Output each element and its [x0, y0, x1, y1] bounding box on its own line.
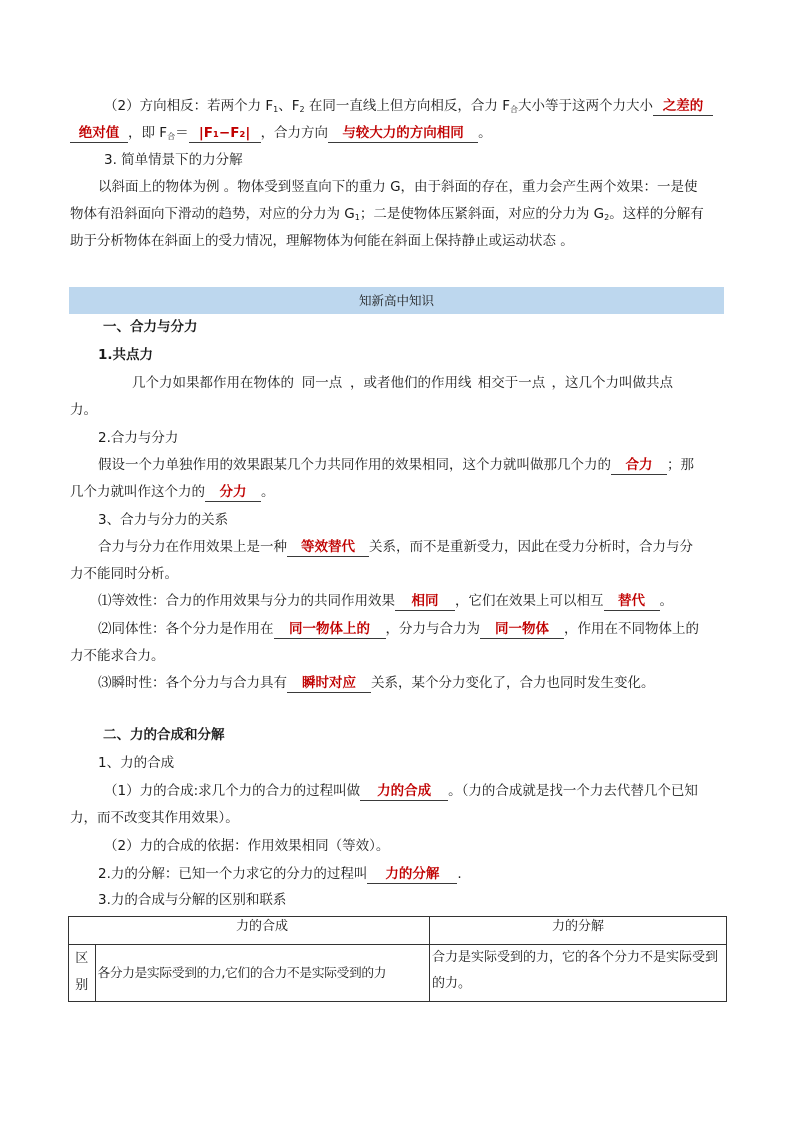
blank-text: 同一点 — [301, 375, 343, 391]
answer-blank: |F₁−F₂| — [189, 125, 261, 143]
text: ；二是使物体压紧斜面，对应的分力为 G — [359, 206, 605, 222]
text: 几个力如果都作用在物体的 — [132, 375, 294, 391]
subsection-coplanar-forces: 1.共点力 — [98, 347, 154, 363]
text: 物体有沿斜面向下滑动的趋势，对应的分力为 G — [70, 206, 355, 222]
subscript: 2 — [299, 105, 305, 114]
text: 在同一直线上但方向相反，合力 F — [304, 98, 510, 114]
cell-composition-difference: 各分力是实际受到的力,它们的合力不是实际受到的力 — [95, 945, 430, 1002]
decomposition-definition — [98, 864, 462, 884]
text: ⑵同体性：各个分力是作用在 — [98, 621, 274, 637]
subscript: 合 — [509, 105, 518, 114]
text: ＝ — [175, 125, 189, 141]
text: 关系，某个分力变化了，合力也同时发生变化。 — [371, 675, 655, 691]
property-same-body-line2: 力不能求合力。 — [70, 648, 165, 664]
text: ，这几个力叫做共点 — [551, 375, 673, 391]
property-equivalence — [98, 591, 673, 611]
s3-paragraph-line1 — [98, 537, 693, 557]
answer-blank: 同一物体 — [480, 621, 564, 639]
property-instantaneity — [98, 673, 655, 693]
text: ⑴等效性：合力的作用效果与分力的共同作用效果 — [98, 593, 395, 609]
answer-blank: 力的合成 — [360, 783, 448, 801]
answer-blank: 力的分解 — [367, 866, 457, 884]
cell-decomposition-difference: 合力是实际受到的力，它的各个分力不是实际受到的力。 — [430, 945, 727, 1002]
property-same-body-line1 — [98, 619, 699, 639]
subscript: 1 — [273, 105, 279, 114]
answer-blank: 瞬时对应 — [287, 675, 371, 693]
text: 假设一个力单独作用的效果跟某几个力共同作用的效果相同，这个力就叫做那几个力的 — [98, 457, 611, 473]
text: ，合力方向 — [260, 125, 329, 141]
subsection-relationship: 3、合力与分力的关系 — [98, 512, 229, 528]
s2-paragraph-line1 — [98, 455, 694, 475]
comparison-table — [68, 916, 727, 1002]
section2-title: 二、力的合成和分解 — [103, 727, 225, 743]
answer-blank: 合力 — [611, 457, 667, 475]
answer-blank: 相同 — [395, 593, 455, 611]
text: 。（力的合成就是找一个力去代替几个已知 — [448, 783, 698, 799]
s3-paragraph-line2: 力不能同时分析。 — [70, 566, 178, 582]
text: ⑶瞬时性：各个分力与合力具有 — [98, 675, 287, 691]
subscript: 1 — [354, 213, 360, 222]
answer-blank: 与较大力的方向相同 — [328, 125, 478, 143]
text: 。 — [659, 593, 673, 609]
text: 关系，而不是重新受力，因此在受力分析时，合力与分 — [369, 539, 693, 555]
text: 2.力的分解：已知一个力求它的分力的过程叫 — [98, 866, 368, 882]
row-label-char: 区 — [75, 951, 89, 966]
text: 。 — [478, 125, 492, 141]
text: ，即 F — [128, 125, 168, 141]
text: 大小等于这两个力大小 — [517, 98, 653, 114]
composition-line2: 力，而不改变其作用效果）。 — [70, 810, 239, 826]
item2-line1 — [104, 96, 713, 120]
section-banner: 知新高中知识 — [69, 287, 724, 314]
text: ，或者他们的作用线 — [350, 375, 472, 391]
answer-blank: 绝对值 — [70, 125, 128, 143]
text: 。 — [261, 484, 275, 500]
text: （2）方向相反：若两个力 F — [104, 98, 274, 114]
blank-text: 相交于一点 — [477, 375, 546, 391]
text: （1）力的合成:求几个力的合力的过程叫做 — [104, 783, 361, 799]
column-header-composition: 力的合成 — [95, 917, 430, 945]
s1-paragraph-line2: 力。 — [70, 402, 97, 418]
composition-basis: （2）力的合成的依据：作用效果相同（等效）。 — [104, 838, 390, 854]
composition-line1 — [104, 781, 698, 801]
difference-heading: 3.力的合成与分解的区别和联系 — [98, 892, 287, 908]
row-label-difference — [69, 945, 96, 1002]
answer-blank: 分力 — [205, 484, 261, 502]
text: ，作用在不同物体上的 — [564, 621, 699, 637]
text: ，分力与合力为 — [385, 621, 480, 637]
item3-paragraph-line3: 助于分析物体在斜面上的受力情况，理解物体为何能在斜面上保持静止或运动状态 。 — [70, 233, 574, 249]
text: ；那 — [667, 457, 694, 473]
section1-title: 一、合力与分力 — [103, 319, 198, 335]
answer-blank: 同一物体上的 — [274, 621, 386, 639]
table-row-difference — [69, 945, 727, 1002]
subsection-composition: 1、力的合成 — [98, 755, 175, 771]
column-header-decomposition: 力的分解 — [430, 917, 727, 945]
s1-paragraph-line1 — [132, 373, 673, 393]
item2-line2 — [70, 123, 492, 147]
text: 合力与分力在作用效果上是一种 — [98, 539, 287, 555]
text: 。这样的分解有 — [609, 206, 704, 222]
s2-paragraph-line2 — [70, 482, 275, 502]
answer-blank: 替代 — [604, 593, 660, 611]
table-header-row — [69, 917, 727, 945]
text: ，它们在效果上可以相互 — [455, 593, 604, 609]
row-label-char: 别 — [75, 978, 89, 993]
table-corner-cell — [69, 917, 96, 945]
answer-blank: 之差的 — [653, 98, 713, 116]
subsection-resultant-components: 2.合力与分力 — [98, 430, 179, 446]
subscript: 合 — [167, 132, 176, 141]
answer-blank: 等效替代 — [287, 539, 369, 557]
item3-paragraph-line1: 以斜面上的物体为例 。物体受到竖直向下的重力 G，由于斜面的存在，重力会产生两个效果：一是使 — [98, 179, 698, 195]
subscript: 2 — [604, 213, 610, 222]
text: 、F — [278, 98, 300, 114]
text: 几个力就叫作这个力的 — [70, 484, 205, 500]
item3-title: 3. 简单情景下的力分解 — [104, 152, 243, 168]
item3-paragraph-line2 — [70, 204, 704, 228]
text: . — [457, 866, 462, 882]
